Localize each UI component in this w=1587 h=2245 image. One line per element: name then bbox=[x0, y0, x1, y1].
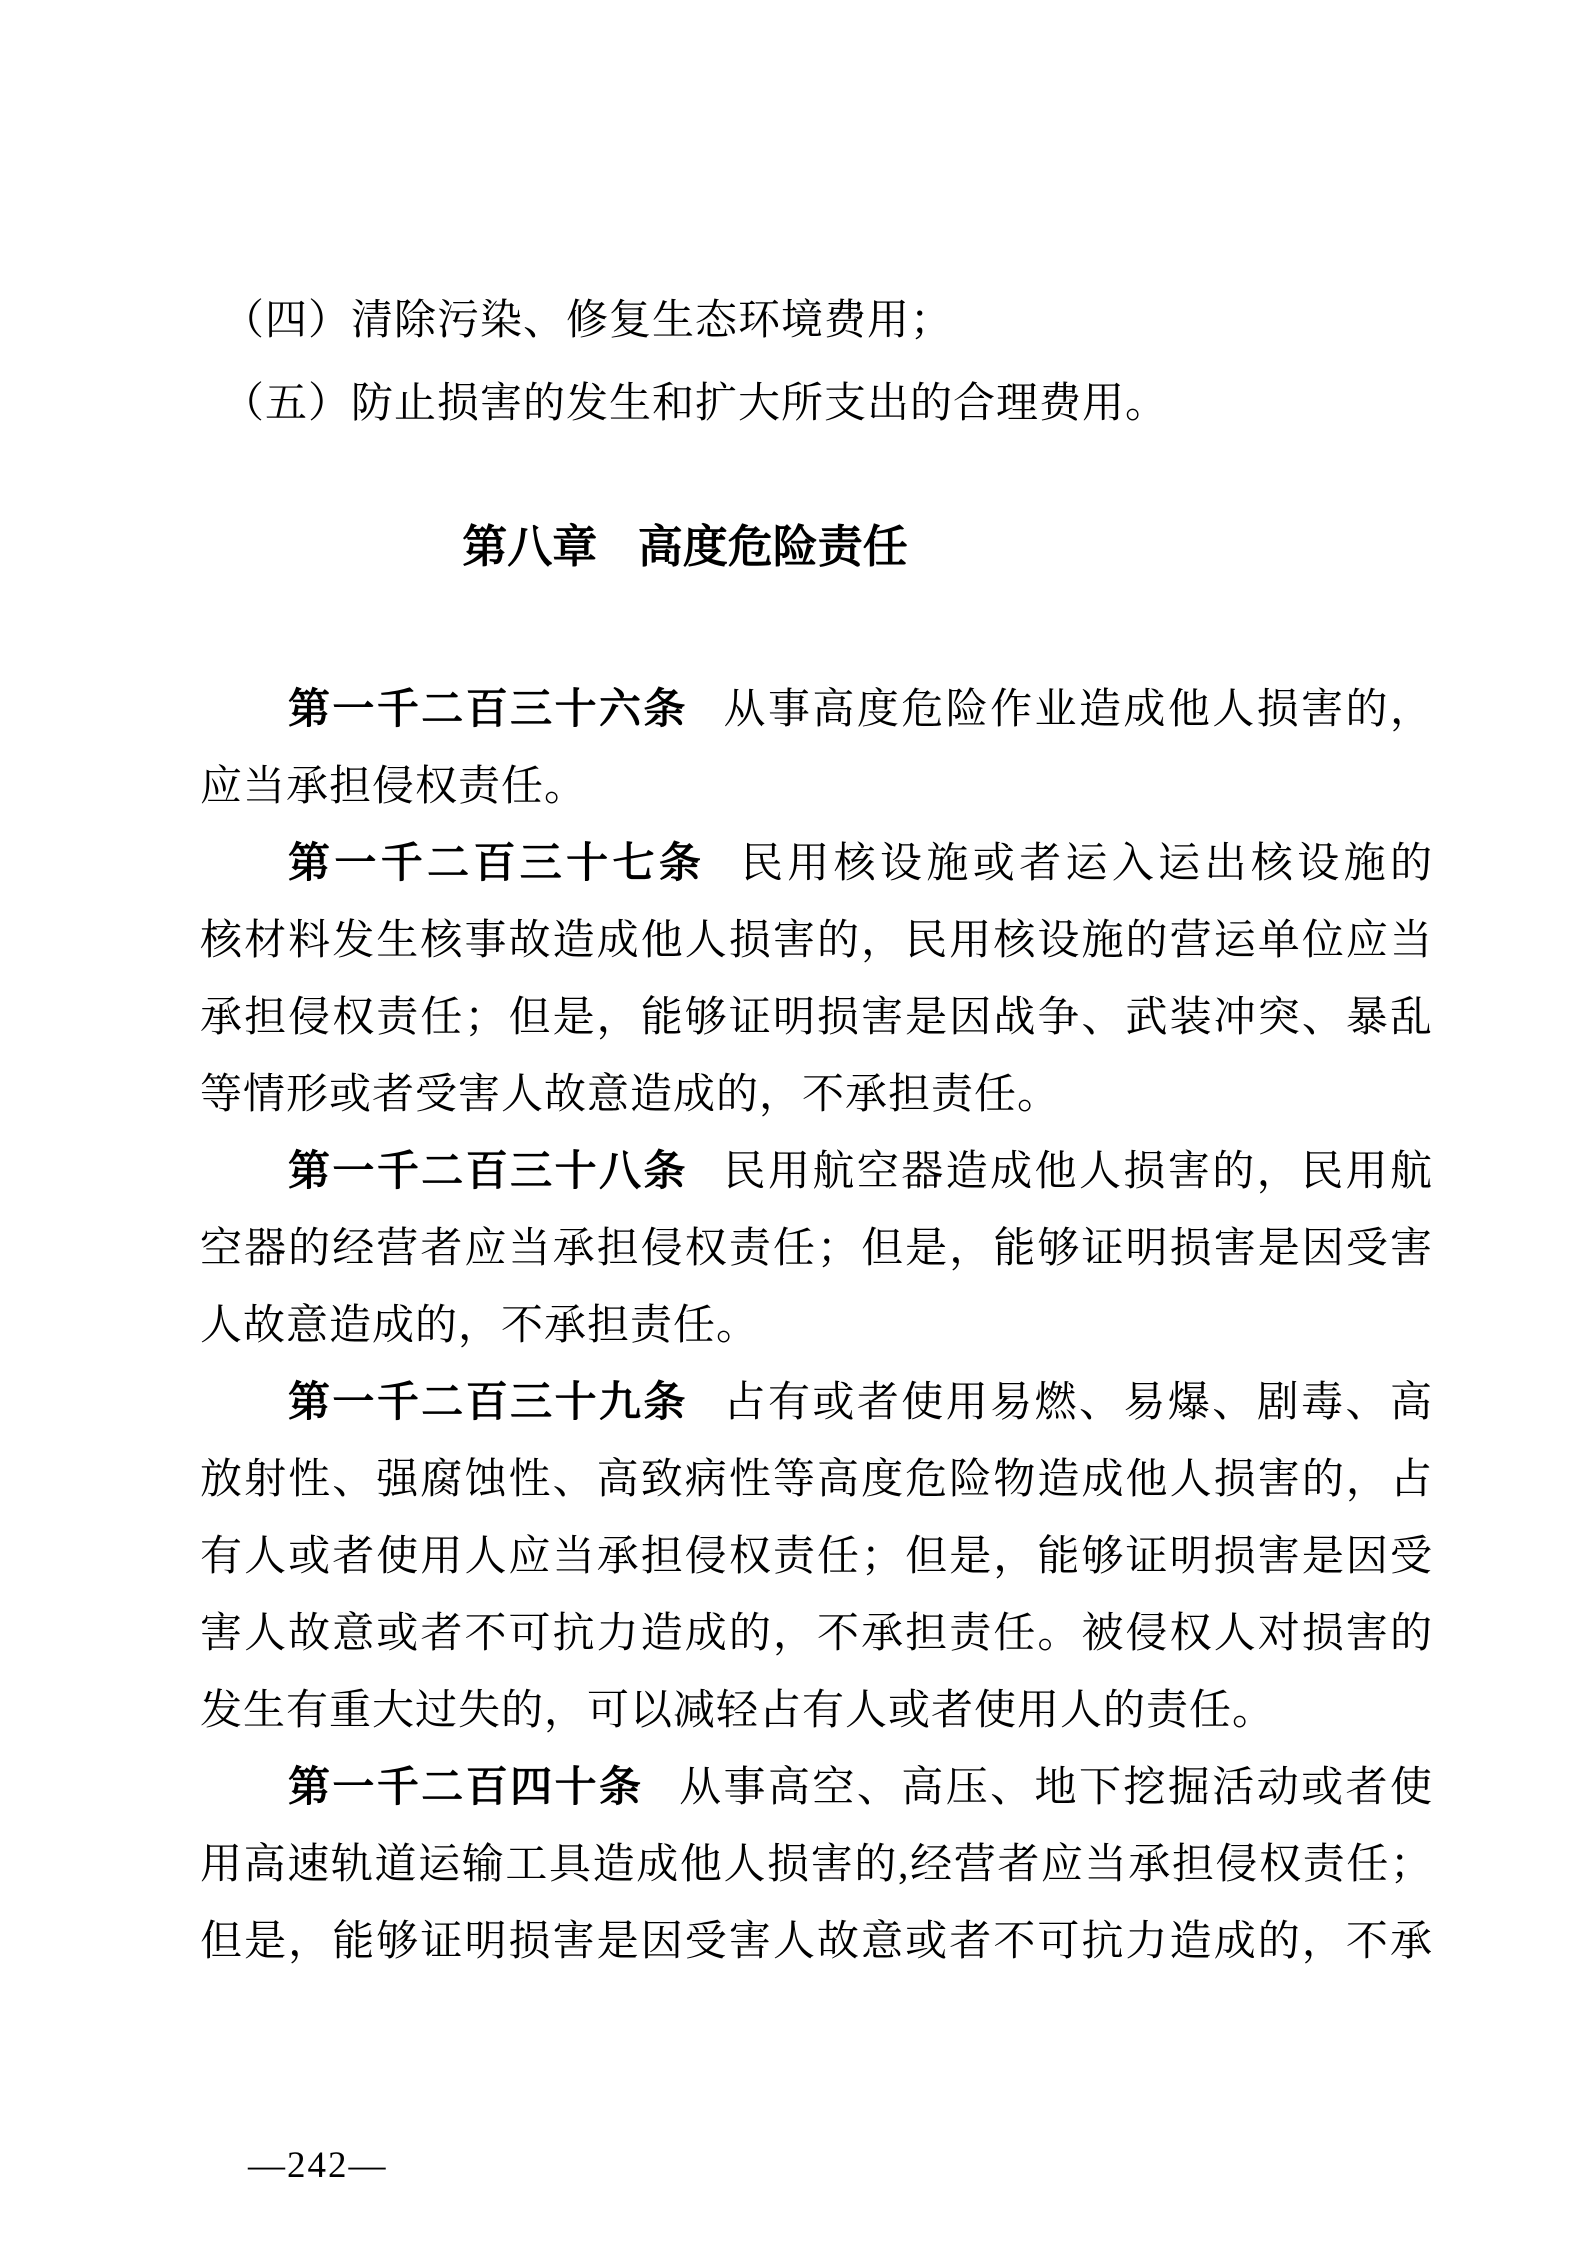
body-text: 但是，能够证明损害是因受害人故意或者不可抗力造成的，不承 bbox=[200, 1919, 1432, 1965]
body-line bbox=[200, 1453, 1432, 1517]
list-item-text: （四）清除污染、修复生态环境费用； bbox=[222, 298, 954, 344]
body-line bbox=[200, 1376, 1432, 1440]
chapter-title: 高度危险责任 bbox=[637, 521, 908, 572]
body-text: 应当承担侵权责任。 bbox=[200, 764, 588, 810]
body-text: 民用航空器造成他人损害的，民用航 bbox=[723, 1149, 1432, 1195]
body-line bbox=[200, 1068, 1432, 1132]
body-line bbox=[200, 1915, 1432, 1979]
body-text: 放射性、强腐蚀性、高致病性等高度危险物造成他人损害的，占 bbox=[200, 1457, 1432, 1503]
body-text: 有人或者使用人应当承担侵权责任；但是，能够证明损害是因受 bbox=[200, 1534, 1432, 1580]
body-line bbox=[200, 683, 1432, 747]
body-line bbox=[200, 1222, 1432, 1286]
list-item-line bbox=[200, 378, 1432, 442]
body-text: 占有或者使用易燃、易爆、剧毒、高 bbox=[723, 1380, 1432, 1426]
body-text: 从事高空、高压、地下挖掘活动或者使 bbox=[679, 1765, 1432, 1811]
chapter-heading bbox=[0, 520, 1370, 574]
list-item-text: （五）防止损害的发生和扩大所支出的合理费用。 bbox=[222, 381, 1169, 427]
body-line bbox=[200, 914, 1432, 978]
body-text: 发生有重大过失的，可以减轻占有人或者使用人的责任。 bbox=[200, 1688, 1276, 1734]
body-line bbox=[200, 1684, 1432, 1748]
body-text: 等情形或者受害人故意造成的，不承担责任。 bbox=[200, 1072, 1061, 1118]
body-line bbox=[200, 1607, 1432, 1671]
body-line bbox=[200, 991, 1432, 1055]
body-line bbox=[200, 1530, 1432, 1594]
body-line bbox=[200, 837, 1432, 901]
body-line bbox=[200, 1838, 1432, 1902]
body-text: 民用核设施或者运入运出核设施的 bbox=[740, 841, 1432, 887]
article-number: 第一千二百三十九条 bbox=[288, 1378, 688, 1425]
body-text: 核材料发生核事故造成他人损害的，民用核设施的营运单位应当 bbox=[200, 918, 1432, 964]
body-text: 害人故意或者不可抗力造成的，不承担责任。被侵权人对损害的 bbox=[200, 1611, 1432, 1657]
body-text: 空器的经营者应当承担侵权责任；但是，能够证明损害是因受害 bbox=[200, 1226, 1432, 1272]
article-number: 第一千二百三十八条 bbox=[288, 1147, 688, 1194]
body-text: 从事高度危险作业造成他人损害的， bbox=[723, 687, 1432, 733]
article-number: 第一千二百三十六条 bbox=[288, 685, 688, 732]
chapter-number: 第八章 bbox=[462, 521, 598, 572]
body-text: 人故意造成的，不承担责任。 bbox=[200, 1303, 760, 1349]
list-item-line bbox=[200, 295, 1432, 359]
body-text: 承担侵权责任；但是，能够证明损害是因战争、武装冲突、暴乱 bbox=[200, 995, 1432, 1041]
page-number: —242— bbox=[248, 2145, 388, 2186]
body-line bbox=[200, 1145, 1432, 1209]
body-line bbox=[200, 760, 1432, 824]
article-number: 第一千二百三十七条 bbox=[288, 839, 706, 886]
body-text: 用高速轨道运输工具造成他人损害的,经营者应当承担侵权责任； bbox=[200, 1842, 1432, 1888]
article-number: 第一千二百四十条 bbox=[288, 1763, 644, 1810]
body-line bbox=[200, 1299, 1432, 1363]
body-line bbox=[200, 1761, 1432, 1825]
